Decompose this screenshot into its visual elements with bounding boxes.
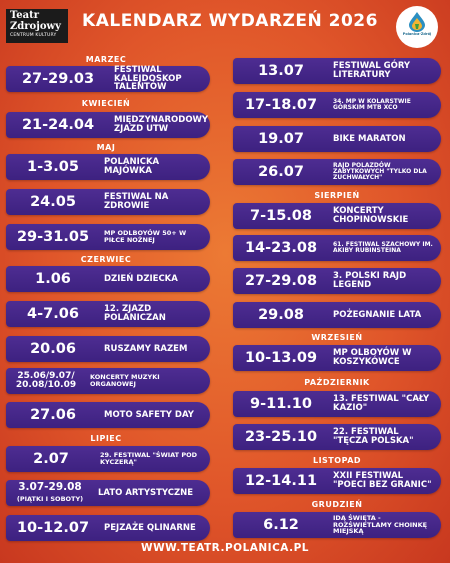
event-name: 12. ZJAZD POLANICZAN: [104, 304, 166, 323]
page-title: KALENDARZ WYDARZEŃ 2026: [82, 11, 378, 31]
event-name: FESTIWAL GÓRY LITERATURY: [333, 61, 411, 80]
event-date: 1-3.05: [27, 158, 79, 175]
event-date: 21-24.04: [21, 116, 95, 133]
event-date: 17-18.07: [244, 96, 318, 113]
event-date: 23-25.10: [244, 428, 318, 445]
event-row: [233, 203, 441, 229]
event-date: 24.05: [30, 193, 76, 210]
event-date-line-1: 3.07-29.08: [18, 480, 82, 493]
event-name: 3. POLSKI RAJD LEGEND: [333, 271, 407, 290]
website-link[interactable]: WWW.TEATR.POLANICA.PL: [141, 542, 309, 554]
month-label-september: WRZESIEŃ: [311, 333, 363, 342]
event-date: 26.07: [258, 163, 304, 180]
event-row: [6, 480, 210, 506]
month-label-august: SIERPIEŃ: [314, 191, 360, 200]
event-date: 13.07: [258, 62, 304, 79]
event-name: DZIEŃ DZIECKA: [104, 273, 178, 284]
event-row: [233, 92, 441, 118]
event-row: [233, 302, 441, 328]
event-date: 4-7.06: [27, 305, 79, 322]
event-date: 27.06: [30, 406, 76, 423]
event-date: 7-15.08: [250, 207, 312, 224]
event-row: [233, 391, 441, 417]
event-date: 29-31.05: [16, 228, 90, 245]
polanica-zdroj-logo: [396, 6, 438, 48]
event-date: 10-13.09: [244, 349, 318, 366]
event-date: 27-29.08: [244, 272, 318, 289]
event-date-line-2: 20.08/10.09: [15, 380, 77, 390]
month-label-april: KWIECIEŃ: [81, 99, 131, 108]
event-name: MP ODLBOYÓW 50+ W PIŁCE NOŻNEJ: [104, 229, 187, 244]
drop-emblem-icon: [406, 12, 428, 32]
event-name: IDĄ ŚWIĘTA - ROZŚWIETLAMY CHOINKĘ MIEJSKĄ: [333, 513, 428, 536]
event-date-line-2: (PIĄTKI I SOBOTY): [16, 495, 84, 503]
event-row: [6, 154, 210, 180]
event-date: 19.07: [258, 130, 304, 147]
month-label-november: LISTOPAD: [312, 456, 362, 465]
event-row: [6, 446, 210, 472]
event-row: [233, 159, 441, 185]
event-name: 22. FESTIWAL "TĘCZA POLSKA": [333, 427, 414, 446]
event-name: MOTO SAFETY DAY: [104, 409, 194, 420]
event-name: 29. FESTIWAL "ŚWIAT POD KYCZERĄ": [100, 451, 198, 466]
event-name: MIĘDZYNARODOWY ZJAZD UTW: [114, 115, 209, 134]
event-date: 29.08: [258, 306, 304, 323]
event-date: 2.07: [33, 450, 69, 467]
event-date: 14-23.08: [244, 239, 318, 256]
event-row: [6, 336, 210, 362]
event-row: [233, 468, 441, 494]
event-row: [6, 224, 210, 250]
event-date: 1.06: [35, 270, 71, 287]
event-row: [6, 402, 210, 428]
event-date: 6.12: [263, 516, 299, 533]
logo-line-3: CENTRUM KULTURY: [10, 33, 57, 38]
event-row: [233, 424, 441, 450]
month-label-october: PAŹDZIERNIK: [304, 378, 370, 387]
month-label-march: MARZEC: [85, 55, 127, 64]
event-name: FESTIWAL KALEJDOSKOP TALENTÓW: [114, 64, 182, 93]
event-row: [6, 189, 210, 215]
event-name: 61. FESTIWAL SZACHOWY IM. AKIBY RUBINSTEINA: [333, 240, 433, 254]
event-date: 9-11.10: [250, 395, 312, 412]
event-row: [6, 515, 210, 541]
event-name: PEJZAŻE QLINARNE: [104, 522, 196, 533]
logo-line-1: Teatr: [10, 10, 40, 21]
logo-caption: Polanica-Zdrój: [402, 32, 432, 36]
month-label-may: MAJ: [96, 143, 116, 152]
event-name: 13. FESTIWAL "CAŁY KAZIO": [333, 394, 430, 413]
logo-line-2: Zdrojowy: [10, 21, 61, 32]
event-name: BIKE MARATON: [333, 133, 406, 144]
event-row: [6, 266, 210, 292]
event-date: 27-29.03: [21, 70, 95, 87]
event-row: [233, 268, 441, 294]
event-name: POLANICKA MAJÓWKA: [104, 157, 160, 176]
event-name: RAJD POLAZDÓW ZABYTKOWYCH "TYLKO DLA ZUCHWAŁYCH": [333, 161, 427, 182]
event-date: [6, 372, 86, 391]
event-row: [233, 345, 441, 371]
event-row: [233, 512, 441, 538]
event-name: XXII FESTIWAL "POECI BEZ GRANIC": [333, 471, 432, 490]
event-name: KONCERTY MUZYKI ORGANOWEJ: [90, 373, 160, 388]
event-name: RUSZAMY RAZEM: [104, 343, 188, 354]
event-row: [6, 66, 210, 92]
event-name: POŻEGNANIE LATA: [333, 309, 422, 320]
event-date: 10-12.07: [16, 519, 90, 536]
month-label-december: GRUDZIEŃ: [311, 500, 363, 509]
event-date: 20.06: [30, 340, 76, 357]
event-name: MP OLBOYÓW W KOSZYKÓWCE: [333, 348, 412, 367]
event-name: FESTIWAL NA ZDROWIE: [104, 192, 169, 211]
month-label-july: LIPIEC: [90, 434, 122, 443]
event-row: [233, 58, 441, 84]
month-label-june: CZERWIEC: [80, 255, 132, 264]
event-name: KONCERTY CHOPINOWSKIE: [333, 206, 409, 225]
event-name: LATO ARTYSTYCZNE: [98, 487, 194, 498]
event-date-line-1: 25.06/9.07/: [17, 370, 75, 381]
teatr-zdrojowy-logo: [6, 9, 68, 43]
event-date: [6, 482, 94, 504]
event-row: [6, 112, 210, 138]
event-date: 12-14.11: [244, 472, 318, 489]
event-name: 34. MP W KOLARSTWIE GÓRSKIM MTB XCO: [333, 97, 411, 111]
event-row: [6, 368, 210, 394]
event-row: [6, 301, 210, 327]
event-row: [233, 126, 441, 152]
event-row: [233, 235, 441, 261]
